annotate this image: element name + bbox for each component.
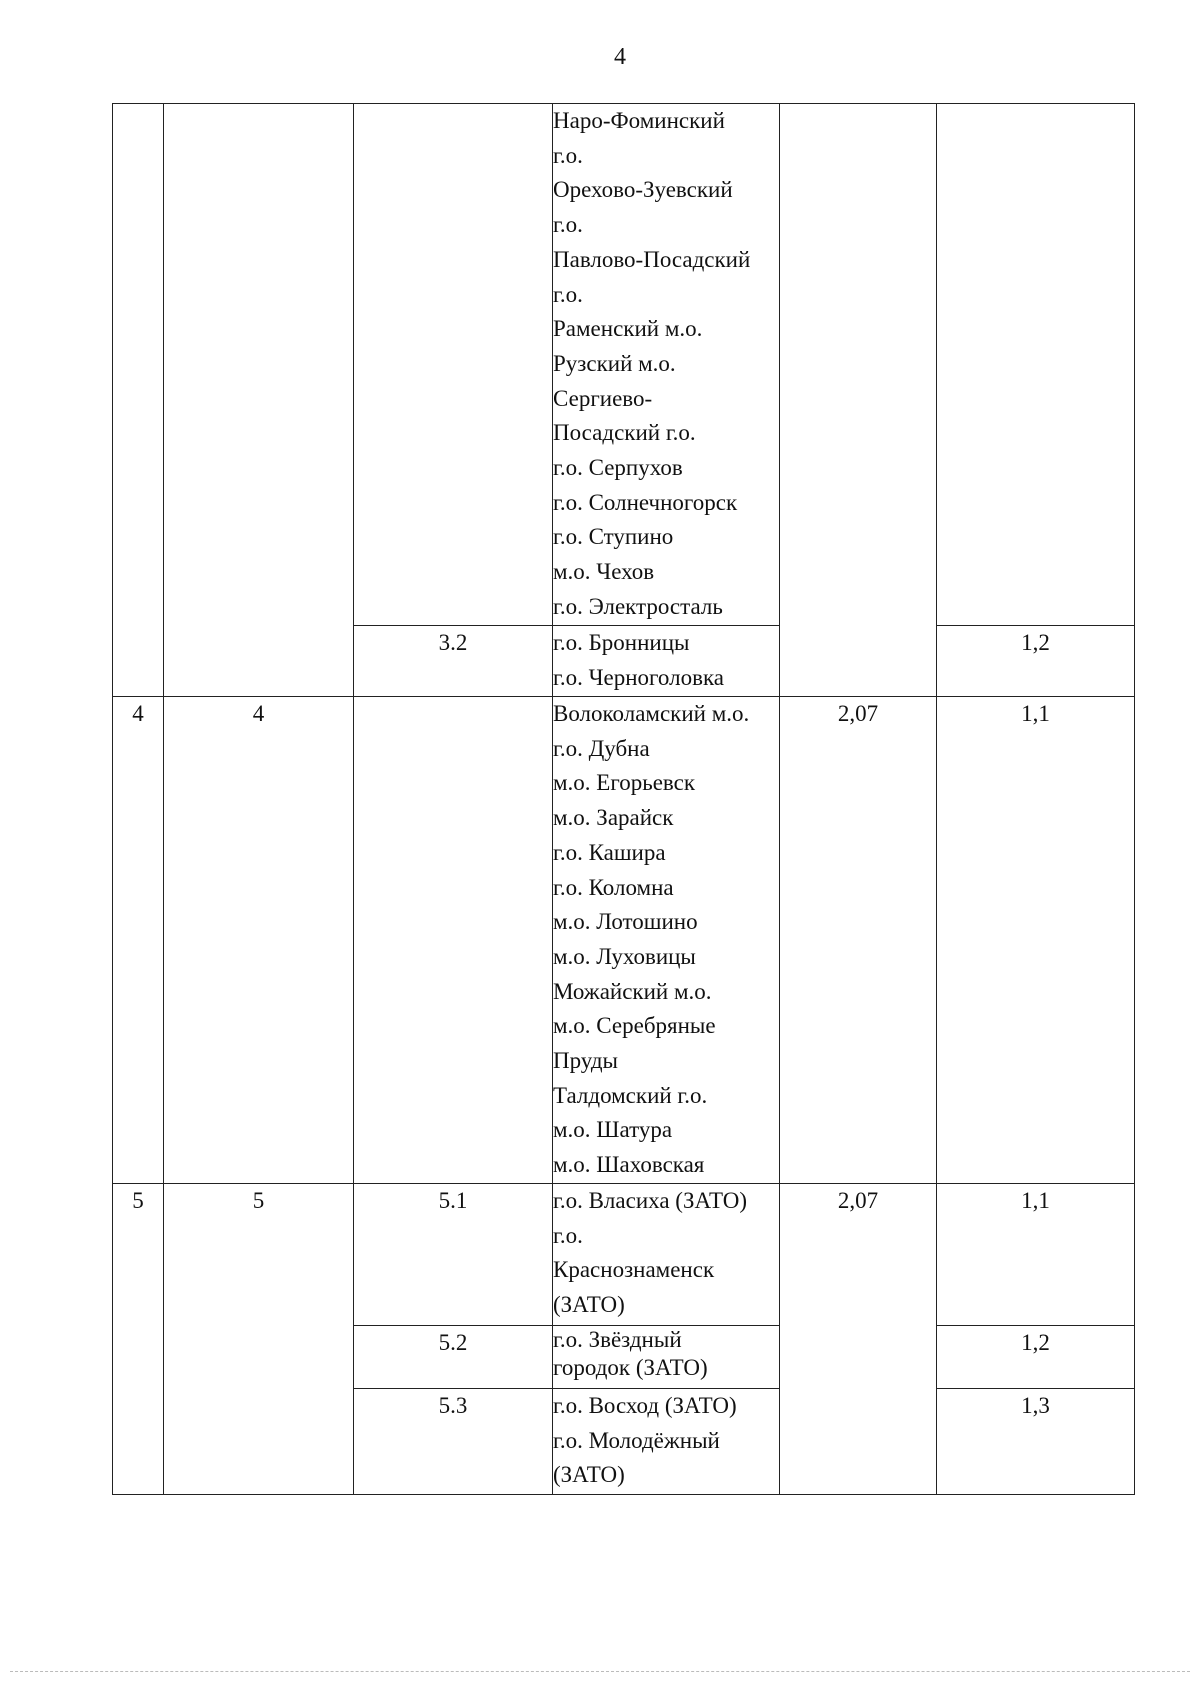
municipality-name: Раменский м.о. <box>553 316 703 342</box>
group-number-cell: 5 <box>113 1184 164 1495</box>
subgroup-cell: 5.3 <box>354 1389 553 1495</box>
municipalities-cell <box>553 697 780 1184</box>
municipality-name: м.о. Шатура <box>553 1117 673 1143</box>
municipality-name: г.о. Бронницы <box>553 630 690 655</box>
municipality-name: м.о. Серебряные <box>553 1013 716 1039</box>
municipality-name: Орехово-Зуевский <box>553 177 733 203</box>
municipality-name: м.о. Зарайск <box>553 805 674 831</box>
municipality-name: Можайский м.о. <box>553 978 712 1004</box>
municipality-name: г.о. Звёздный <box>553 1327 682 1352</box>
municipality-name: (ЗАТО) <box>553 1292 625 1318</box>
municipality-name: г.о. Восход (ЗАТО) <box>553 1393 737 1418</box>
zone-number-cell: 4 <box>164 697 354 1184</box>
municipality-name: г.о. Электросталь <box>553 593 723 619</box>
subgroup-coefficient-cell: 1,1 <box>937 697 1135 1184</box>
subgroup-coefficient-cell: 1,2 <box>937 1326 1135 1389</box>
municipality-name: м.о. Шаховская <box>553 1152 705 1178</box>
table-row <box>113 104 1135 626</box>
municipality-name: г.о. Молодёжный <box>553 1427 720 1453</box>
table-row <box>113 1184 1135 1326</box>
page-number: 4 <box>614 44 626 70</box>
municipality-name: Талдомский г.о. <box>553 1082 708 1108</box>
municipalities-cell <box>553 1326 780 1389</box>
municipalities-cell <box>553 626 780 697</box>
coefficient-cell <box>780 104 937 697</box>
municipality-name: г.о. <box>553 212 583 238</box>
municipality-name: г.о. <box>553 281 583 307</box>
municipality-name: Посадский г.о. <box>553 420 696 446</box>
municipality-name: м.о. Лотошино <box>553 909 698 935</box>
municipality-name: г.о. Серпухов <box>553 455 683 481</box>
municipality-name: г.о. <box>553 142 583 168</box>
municipality-name: Сергиево- <box>553 385 653 411</box>
scan-footer-rule <box>10 1671 1190 1672</box>
municipality-name: (ЗАТО) <box>553 1462 625 1488</box>
group-number-cell: 4 <box>113 697 164 1184</box>
municipality-name: г.о. Коломна <box>553 874 674 900</box>
group-number-cell <box>113 104 164 697</box>
municipality-name: Наро-Фоминский <box>553 108 725 133</box>
coefficient-cell: 2,07 <box>780 1184 937 1495</box>
subgroup-coefficient-cell: 1,1 <box>937 1184 1135 1326</box>
municipality-name: г.о. Власиха (ЗАТО) <box>553 1188 748 1213</box>
municipality-name: г.о. Кашира <box>553 839 666 865</box>
subgroup-cell: 5.2 <box>354 1326 553 1389</box>
municipality-name: Краснознаменск <box>553 1257 715 1283</box>
zone-number-cell: 5 <box>164 1184 354 1495</box>
municipalities-cell <box>553 1389 780 1495</box>
districts-table <box>112 103 1135 1495</box>
municipality-name: г.о. <box>553 1222 583 1248</box>
municipality-name: г.о. Дубна <box>553 735 650 761</box>
municipality-name: Пруды <box>553 1048 619 1074</box>
municipalities-cell <box>553 104 780 626</box>
municipalities-cell <box>553 1184 780 1326</box>
municipality-name: г.о. Солнечногорск <box>553 489 738 515</box>
zone-number-cell <box>164 104 354 697</box>
table-row <box>113 697 1135 1184</box>
municipality-name: м.о. Луховицы <box>553 943 696 969</box>
subgroup-coefficient-cell: 1,2 <box>937 626 1135 697</box>
subgroup-cell: 3.2 <box>354 626 553 697</box>
coefficient-cell: 2,07 <box>780 697 937 1184</box>
subgroup-cell <box>354 104 553 626</box>
subgroup-cell: 5.1 <box>354 1184 553 1326</box>
municipality-name: м.о. Егорьевск <box>553 770 696 796</box>
municipality-name: Рузский м.о. <box>553 350 676 376</box>
municipality-name: городок (ЗАТО) <box>553 1355 708 1380</box>
municipality-name: г.о. Ступино <box>553 524 674 550</box>
subgroup-coefficient-cell: 1,3 <box>937 1389 1135 1495</box>
municipality-name: Волоколамский м.о. <box>553 701 750 726</box>
municipality-name: м.о. Чехов <box>553 559 655 585</box>
municipality-name: Павлово-Посадский <box>553 246 751 272</box>
municipality-name: г.о. Черноголовка <box>553 664 724 690</box>
subgroup-coefficient-cell <box>937 104 1135 626</box>
subgroup-cell <box>354 697 553 1184</box>
